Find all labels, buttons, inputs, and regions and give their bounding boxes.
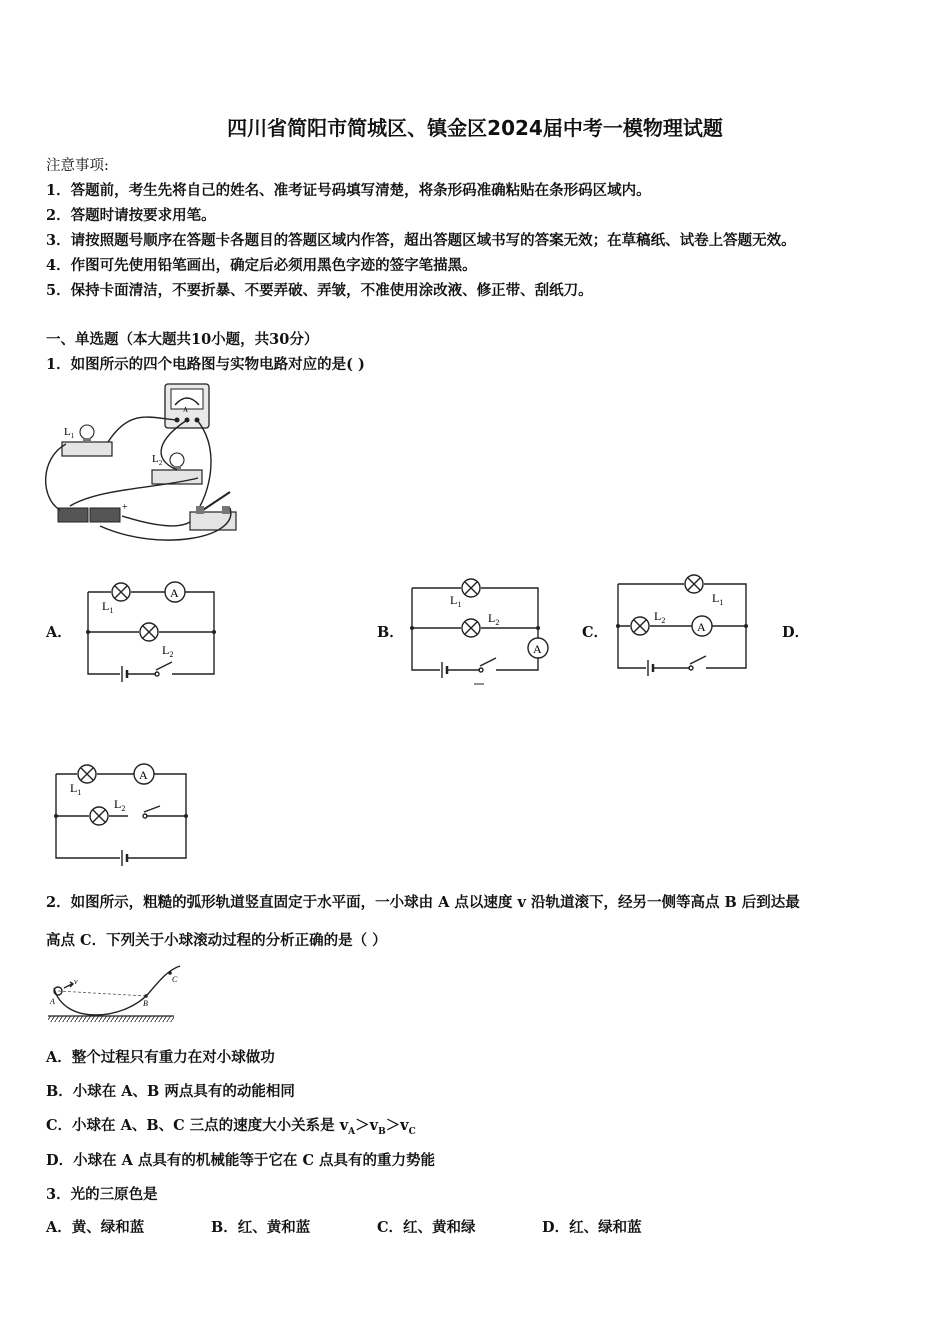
section-heading: 一、单选题（本大题共10小题，共30分） — [46, 331, 319, 348]
a-l1-sub: 1 — [109, 606, 114, 615]
page-title: 四川省简阳市简城区、镇金区2024届中考一模物理试题 — [227, 116, 723, 140]
q2-option-c[interactable] — [46, 1114, 416, 1137]
circuit-diagram-b[interactable] — [410, 576, 555, 688]
svg-text:L1 — [64, 426, 75, 440]
b-l2-sub: 2 — [495, 618, 500, 627]
lamp1-symbol: L — [64, 426, 71, 438]
q2-sub-b: B — [378, 1126, 386, 1137]
question-3-stem: 3．光的三原色是 — [46, 1186, 158, 1203]
q2-option-a[interactable]: A．整个过程只有重力在对小球做功 — [46, 1049, 275, 1066]
c-l2-symbol: L — [654, 609, 662, 623]
ammeter-b-label: A — [533, 642, 542, 656]
ammeter-label: A — [183, 406, 189, 414]
q2-sub-c: C — [408, 1126, 416, 1137]
question-1-stem: 1．如图所示的四个电路图与实物电路对应的是( ) — [46, 356, 365, 373]
q3-option-b[interactable]: B．红、黄和蓝 — [211, 1219, 311, 1236]
svg-text:L1 — [450, 593, 461, 609]
question-2-stem-line2: 高点 C．下列关于小球滚动过程的分析正确的是（ ） — [46, 932, 387, 949]
b-l1-sub: 1 — [457, 600, 462, 609]
svg-text:L2 — [654, 609, 665, 625]
notice-item-2: 2．答题时请按要求用笔。 — [46, 207, 216, 224]
d-l2-symbol: L — [114, 797, 122, 811]
q1-option-d-label[interactable]: D． — [782, 624, 810, 641]
point-c-label: C — [172, 975, 178, 984]
q1-option-c-label[interactable]: C． — [582, 624, 609, 641]
c-l2-sub: 2 — [661, 616, 666, 625]
c-l1-symbol: L — [712, 591, 720, 605]
circuit-diagram-a[interactable] — [82, 578, 222, 680]
b-l2-symbol: L — [488, 611, 496, 625]
q2-option-c-gt1: ＞v — [355, 1117, 379, 1134]
question-2-stem-line1: 2．如图所示，粗糙的弧形轨道竖直固定于水平面，一小球由 A 点以速度 v 沿轨道滚下，经另一侧等高点 B 后到达最 — [46, 894, 800, 911]
q2-option-c-text: C．小球在 A、B、C 三点的速度大小关系是 v — [46, 1117, 349, 1134]
svg-text:L1 — [70, 781, 81, 797]
d-l1-symbol: L — [70, 781, 78, 795]
circuit-diagram-d[interactable] — [52, 762, 192, 864]
q2-option-b[interactable]: B．小球在 A、B 两点具有的动能相同 — [46, 1083, 295, 1100]
q3-option-d[interactable]: D．红、绿和蓝 — [542, 1219, 642, 1236]
lamp1-subscript: 1 — [70, 432, 75, 440]
svg-text:L2 — [162, 643, 173, 659]
svg-text:L1 — [712, 591, 723, 607]
a-l2-sub: 2 — [169, 650, 174, 659]
a-l2-symbol: L — [162, 643, 170, 657]
point-a-label: A — [50, 997, 55, 1006]
svg-text:L2 — [114, 797, 125, 813]
ammeter-a-label: A — [170, 586, 179, 600]
q3-option-c[interactable]: C．红、黄和绿 — [377, 1219, 476, 1236]
q2-option-d[interactable]: D．小球在 A 点具有的机械能等于它在 C 点具有的重力势能 — [46, 1152, 436, 1169]
q1-option-b-label[interactable]: B． — [377, 624, 404, 641]
battery-plus: + — [122, 502, 128, 513]
b-l1-symbol: L — [450, 593, 458, 607]
q3-option-a[interactable]: A．黄、绿和蓝 — [46, 1219, 145, 1236]
q2-option-c-gt2: ＞v — [385, 1117, 409, 1134]
notice-heading: 注意事项: — [46, 158, 109, 174]
point-b-label: B — [143, 999, 148, 1008]
notice-item-3: 3．请按照题号顺序在答题卡各题目的答题区域内作答，超出答题区域书写的答案无效；在草稿纸、试卷上答题无效。 — [46, 232, 796, 249]
c-l1-sub: 1 — [719, 598, 724, 607]
notice-item-4: 4．作图可先使用铅笔画出，确定后必须用黑色字迹的签字笔描黑。 — [46, 257, 477, 274]
notice-item-5: 5．保持卡面清洁，不要折暴、不要弄破、弄皱，不准使用涂改液、修正带、刮纸刀。 — [46, 282, 593, 299]
lamp2-subscript: 2 — [158, 459, 163, 467]
ammeter-c-label: A — [697, 620, 706, 634]
lamp2-symbol: L — [152, 453, 159, 465]
svg-text:L1 — [102, 599, 113, 615]
d-l1-sub: 1 — [77, 788, 82, 797]
circuit-diagram-c[interactable] — [614, 572, 754, 678]
d-l2-sub: 2 — [121, 804, 126, 813]
track-figure — [44, 960, 184, 1026]
q1-option-a-label[interactable]: A． — [46, 624, 72, 641]
physical-circuit-figure — [40, 378, 250, 548]
svg-text:L2 — [488, 611, 499, 627]
q2-sub-a: A — [348, 1126, 356, 1137]
ammeter-d-label: A — [139, 768, 148, 782]
velocity-label: v — [74, 977, 78, 986]
a-l1-symbol: L — [102, 599, 110, 613]
notice-item-1: 1．答题前，考生先将自己的姓名、准考证号码填写清楚，将条形码准确粘贴在条形码区域内。 — [46, 182, 651, 199]
